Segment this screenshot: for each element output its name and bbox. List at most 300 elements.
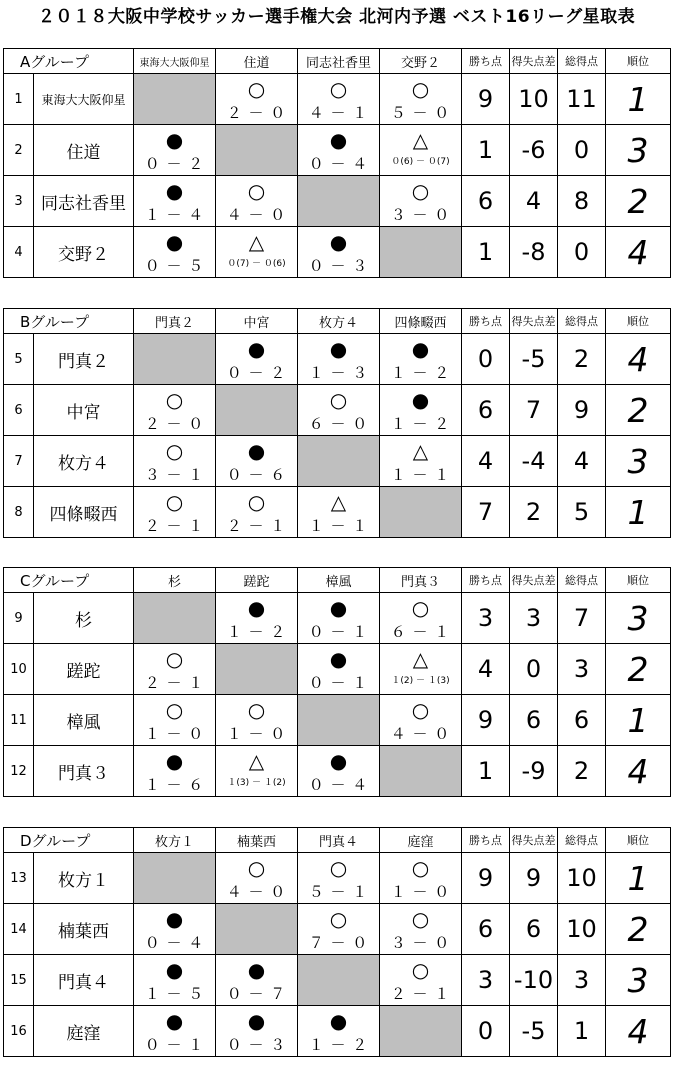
points-header: 勝ち点 [462,309,510,334]
goal-diff-header: 得失点差 [510,568,558,593]
opponent-column-header: 枚方１ [134,828,216,853]
goal-diff-header: 得失点差 [510,828,558,853]
points-value: 9 [462,695,510,746]
self-match-cell [380,746,462,797]
result-symbol: ○ [329,907,348,931]
match-score: １ － ０ [144,725,205,743]
opponent-column-header: 杉 [134,568,216,593]
rank-value: 1 [606,487,671,538]
goal-diff-value: 0 [510,644,558,695]
result-symbol: ○ [411,856,430,880]
self-match-cell [298,176,380,227]
team-row [4,644,671,695]
result-symbol: ● [329,647,348,671]
team-number: 12 [4,746,34,797]
match-result-cell [134,227,216,278]
match-score: ４ － １ [308,104,369,122]
points-value: 1 [462,227,510,278]
points-value: 0 [462,334,510,385]
self-match-cell [298,695,380,746]
team-number: 11 [4,695,34,746]
result-symbol: △ [412,128,429,152]
result-symbol: ○ [165,647,184,671]
match-score: ０ － １ [144,1036,205,1054]
goal-diff-value: 10 [510,74,558,125]
goals-value: 8 [558,176,606,227]
result-symbol: ● [329,337,348,361]
result-symbol: ● [165,230,184,254]
rank-value: 3 [606,125,671,176]
match-result-cell [298,334,380,385]
match-score: ７ － ０ [308,934,369,952]
goals-value: 0 [558,227,606,278]
goal-diff-value: 3 [510,593,558,644]
team-name: 庭窪 [34,1006,134,1057]
points-header: 勝ち点 [462,49,510,74]
group-name: Bグループ [4,309,134,334]
match-result-cell [380,904,462,955]
points-value: 1 [462,746,510,797]
goals-value: 10 [558,853,606,904]
result-symbol: △ [412,647,429,671]
goals-value: 2 [558,746,606,797]
match-score: ０ － １ [308,674,369,692]
result-symbol: ○ [165,388,184,412]
match-score: ０ － ３ [226,1036,287,1054]
opponent-column-header: 門真２ [134,309,216,334]
match-score: ２ － ０ [226,104,287,122]
opponent-column-header: 蹉跎 [216,568,298,593]
match-score: ０ － ５ [144,257,205,275]
goals-value: 9 [558,385,606,436]
team-name: 門真２ [34,334,134,385]
team-name: 門真３ [34,746,134,797]
goals-value: 5 [558,487,606,538]
team-number: 15 [4,955,34,1006]
match-result-cell [298,593,380,644]
goal-diff-value: 6 [510,904,558,955]
team-row [4,746,671,797]
group-header-row [4,309,671,334]
match-result-cell [298,227,380,278]
match-score: ０ － ３ [308,257,369,275]
match-score: １ － ２ [390,364,451,382]
match-result-cell [134,904,216,955]
team-row [4,227,671,278]
result-symbol: ● [165,907,184,931]
rank-header: 順位 [606,49,671,74]
match-score: ０ － ７ [226,985,287,1003]
match-score: １ － ２ [308,1036,369,1054]
points-value: 4 [462,436,510,487]
match-result-cell [380,593,462,644]
result-symbol: ● [165,179,184,203]
rank-value: 1 [606,853,671,904]
match-score: ２ － １ [144,517,205,535]
rank-header: 順位 [606,828,671,853]
match-result-cell [134,695,216,746]
goals-header: 総得点 [558,49,606,74]
result-symbol: ● [411,337,430,361]
rank-value: 3 [606,593,671,644]
opponent-column-header: 中宮 [216,309,298,334]
team-number: 8 [4,487,34,538]
match-result-cell [216,695,298,746]
team-name: 蹉跎 [34,644,134,695]
points-value: 3 [462,955,510,1006]
match-score: １ － ５ [144,985,205,1003]
goals-value: 1 [558,1006,606,1057]
match-score: ０ － ４ [308,155,369,173]
goal-diff-value: -6 [510,125,558,176]
result-symbol: ○ [165,698,184,722]
result-symbol: ○ [165,439,184,463]
rank-value: 4 [606,1006,671,1057]
result-symbol: ○ [329,77,348,101]
match-score: ２ － １ [144,674,205,692]
result-symbol: ● [329,1009,348,1033]
goal-diff-value: -5 [510,334,558,385]
match-result-cell [298,487,380,538]
team-row [4,176,671,227]
match-score: ０(6) － ０(7) [391,157,450,167]
opponent-column-header: 交野２ [380,49,462,74]
group-header-row [4,828,671,853]
goals-header: 総得点 [558,568,606,593]
page-title: ２０１８大阪中学校サッカー選手権大会 北河内予選 ベスト16リーグ星取表 [37,7,636,27]
goals-value: 3 [558,955,606,1006]
match-result-cell [134,1006,216,1057]
rank-value: 4 [606,227,671,278]
team-number: 6 [4,385,34,436]
points-value: 6 [462,176,510,227]
team-number: 10 [4,644,34,695]
match-result-cell [134,487,216,538]
opponent-column-header: 東海大大阪仰星 [134,49,216,74]
result-symbol: ○ [247,490,266,514]
self-match-cell [134,334,216,385]
result-symbol: ● [247,337,266,361]
team-row [4,904,671,955]
match-result-cell [380,334,462,385]
match-score: １ － １ [390,466,451,484]
result-symbol: ○ [411,958,430,982]
goal-diff-header: 得失点差 [510,49,558,74]
team-number: 4 [4,227,34,278]
team-name: 枚方１ [34,853,134,904]
self-match-cell [216,385,298,436]
goal-diff-value: 7 [510,385,558,436]
goal-diff-value: 2 [510,487,558,538]
match-score: ４ － ０ [226,883,287,901]
goals-header: 総得点 [558,309,606,334]
match-result-cell [134,436,216,487]
points-value: 1 [462,125,510,176]
opponent-column-header: 楠葉西 [216,828,298,853]
result-symbol: ● [329,128,348,152]
group-header-row [4,49,671,74]
result-symbol: ○ [247,179,266,203]
match-result-cell [134,385,216,436]
match-result-cell [380,436,462,487]
result-symbol: ● [247,958,266,982]
match-score: １ － ２ [226,623,287,641]
group-name: Dグループ [4,828,134,853]
points-value: 7 [462,487,510,538]
rank-value: 2 [606,904,671,955]
team-name: 杉 [34,593,134,644]
match-score: ０(7) － ０(6) [227,259,286,269]
team-row [4,1006,671,1057]
match-score: ６ － １ [390,623,451,641]
match-result-cell [298,74,380,125]
result-symbol: ○ [411,907,430,931]
result-symbol: ● [329,596,348,620]
result-symbol: △ [248,749,265,773]
points-header: 勝ち点 [462,828,510,853]
result-symbol: △ [412,439,429,463]
match-result-cell [216,593,298,644]
result-symbol: ○ [329,856,348,880]
team-number: 1 [4,74,34,125]
match-score: ５ － ０ [390,104,451,122]
result-symbol: ● [165,128,184,152]
match-score: ３ － ０ [390,934,451,952]
rank-header: 順位 [606,568,671,593]
team-name: 住道 [34,125,134,176]
points-value: 6 [462,385,510,436]
team-name: 同志社香里 [34,176,134,227]
match-result-cell [380,695,462,746]
match-result-cell [380,385,462,436]
group-header-row [4,568,671,593]
result-symbol: ○ [165,490,184,514]
match-result-cell [134,176,216,227]
opponent-column-header: 住道 [216,49,298,74]
match-score: １ － ３ [308,364,369,382]
goals-value: 3 [558,644,606,695]
match-score: ２ － １ [226,517,287,535]
rank-value: 3 [606,955,671,1006]
goals-value: 10 [558,904,606,955]
team-row [4,385,671,436]
match-result-cell [134,125,216,176]
match-score: ０ － ４ [308,776,369,794]
team-row [4,436,671,487]
result-symbol: ○ [411,698,430,722]
opponent-column-header: 枚方４ [298,309,380,334]
match-score: ２ － ０ [144,415,205,433]
group-table [3,308,671,538]
points-value: 9 [462,74,510,125]
match-result-cell [216,436,298,487]
team-row [4,955,671,1006]
team-name: 樟風 [34,695,134,746]
points-value: 4 [462,644,510,695]
match-score: ０ － ２ [144,155,205,173]
goal-diff-header: 得失点差 [510,309,558,334]
team-name: 交野２ [34,227,134,278]
match-score: １ － ６ [144,776,205,794]
points-value: 3 [462,593,510,644]
team-number: 5 [4,334,34,385]
rank-value: 3 [606,436,671,487]
team-number: 2 [4,125,34,176]
points-value: 6 [462,904,510,955]
result-symbol: ○ [411,596,430,620]
match-result-cell [380,644,462,695]
goals-value: 2 [558,334,606,385]
group-table [3,48,671,278]
self-match-cell [216,904,298,955]
match-result-cell [298,644,380,695]
goal-diff-value: 9 [510,853,558,904]
match-result-cell [216,746,298,797]
match-result-cell [216,1006,298,1057]
result-symbol: ○ [411,77,430,101]
team-name: 東海大大阪仰星 [34,74,134,125]
result-symbol: △ [330,490,347,514]
result-symbol: ● [247,1009,266,1033]
result-symbol: ○ [247,77,266,101]
team-row [4,853,671,904]
result-symbol: ● [329,230,348,254]
opponent-column-header: 同志社香里 [298,49,380,74]
self-match-cell [134,593,216,644]
match-score: ０ － ２ [226,364,287,382]
rank-header: 順位 [606,309,671,334]
match-result-cell [134,955,216,1006]
result-symbol: ● [411,388,430,412]
match-result-cell [216,955,298,1006]
team-name: 楠葉西 [34,904,134,955]
self-match-cell [216,125,298,176]
team-number: 3 [4,176,34,227]
match-score: ５ － １ [308,883,369,901]
match-result-cell [134,746,216,797]
match-score: １ － ０ [226,725,287,743]
rank-value: 4 [606,334,671,385]
match-result-cell [298,385,380,436]
points-header: 勝ち点 [462,568,510,593]
match-result-cell [380,176,462,227]
self-match-cell [380,227,462,278]
self-match-cell [380,1006,462,1057]
goals-value: 7 [558,593,606,644]
goals-value: 4 [558,436,606,487]
result-symbol: ● [165,1009,184,1033]
group-table [3,567,671,797]
self-match-cell [380,487,462,538]
goal-diff-value: 6 [510,695,558,746]
result-symbol: ○ [247,698,266,722]
rank-value: 2 [606,176,671,227]
team-name: 門真４ [34,955,134,1006]
team-name: 四條畷西 [34,487,134,538]
match-score: ４ － ０ [390,725,451,743]
result-symbol: ● [165,749,184,773]
rank-value: 2 [606,644,671,695]
match-result-cell [380,853,462,904]
result-symbol: ● [247,596,266,620]
team-row [4,487,671,538]
self-match-cell [134,74,216,125]
match-score: ０ － ６ [226,466,287,484]
match-score: ０ － ４ [144,934,205,952]
opponent-column-header: 庭窪 [380,828,462,853]
team-number: 14 [4,904,34,955]
team-number: 9 [4,593,34,644]
self-match-cell [134,853,216,904]
match-result-cell [380,955,462,1006]
match-result-cell [134,644,216,695]
points-value: 9 [462,853,510,904]
goal-diff-value: 4 [510,176,558,227]
match-result-cell [216,334,298,385]
result-symbol: ● [247,439,266,463]
goals-header: 総得点 [558,828,606,853]
match-score: ６ － ０ [308,415,369,433]
goal-diff-value: -4 [510,436,558,487]
opponent-column-header: 樟風 [298,568,380,593]
team-number: 16 [4,1006,34,1057]
opponent-column-header: 門真４ [298,828,380,853]
match-result-cell [216,74,298,125]
team-number: 13 [4,853,34,904]
rank-value: 1 [606,74,671,125]
opponent-column-header: 門真３ [380,568,462,593]
match-result-cell [216,487,298,538]
group-name: Cグループ [4,568,134,593]
goals-value: 6 [558,695,606,746]
match-result-cell [298,853,380,904]
result-symbol: △ [248,230,265,254]
match-score: ３ － ０ [390,206,451,224]
opponent-column-header: 四條畷西 [380,309,462,334]
result-symbol: ● [165,958,184,982]
result-symbol: ○ [411,179,430,203]
match-result-cell [298,1006,380,1057]
team-row [4,334,671,385]
match-result-cell [380,125,462,176]
match-score: １ － ０ [390,883,451,901]
team-name: 枚方４ [34,436,134,487]
team-name: 中宮 [34,385,134,436]
match-score: １ － ２ [390,415,451,433]
match-result-cell [216,176,298,227]
rank-value: 4 [606,746,671,797]
team-row [4,125,671,176]
group-name: Aグループ [4,49,134,74]
goal-diff-value: -5 [510,1006,558,1057]
match-result-cell [216,227,298,278]
match-result-cell [380,74,462,125]
team-row [4,695,671,746]
match-result-cell [298,125,380,176]
team-number: 7 [4,436,34,487]
match-score: １ － ４ [144,206,205,224]
match-score: ２ － １ [390,985,451,1003]
match-score: ４ － ０ [226,206,287,224]
match-score: ０ － １ [308,623,369,641]
goal-diff-value: -10 [510,955,558,1006]
self-match-cell [298,436,380,487]
match-result-cell [298,746,380,797]
points-value: 0 [462,1006,510,1057]
result-symbol: ○ [329,388,348,412]
goals-value: 11 [558,74,606,125]
goals-value: 0 [558,125,606,176]
